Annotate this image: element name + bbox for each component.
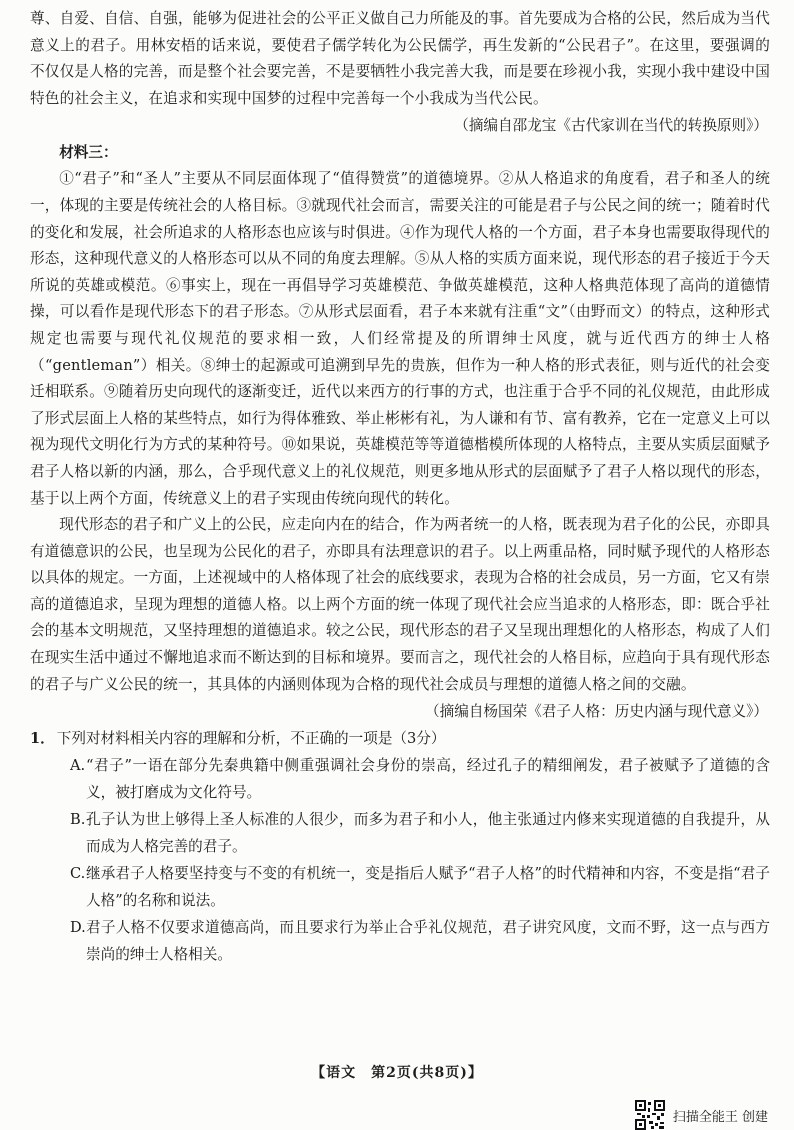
source-citation-2: （摘编自杨国荣《君子人格：历史内涵与现代意义》） <box>425 703 768 721</box>
option-a <box>30 752 770 806</box>
option-text: 孔子认为世上够得上圣人标准的人很少，而多为君子和小人，他主张通过内修来实现道德的自我提升，从而成为人格完善的君子。 <box>86 811 770 856</box>
option-d <box>30 914 770 968</box>
material-3-paragraph-1: ①“君子”和“圣人”主要从不同层面体现了“值得赞赏”的道德境界。②从人格追求的角度看，君子和圣人的统一，体现的主要是传统社会的人格目标。③就现代社会而言，需要关注的可能是君子与公民之间的统一；随着时代的变化和发展，社会所追求的人格形态也应该与时俱进。④作为现代人格的一个方面，君子本身也需要取得现代的形态，这种现代意义的人格形态可以从不同的角度去理解。⑤从人格的实质方面来说，现代形态的君子接近于今天所说的英雄或模范。⑥事实上，现在一再倡导学习英雄模范、争做英雄模范，这种人格典范体现了高尚的道德情操，可以看作是现代形态下的君子形态。⑦从形式层面看，君子本来就有注重“文”（由野而文）的特点，这种形式规定也需要与现代礼仪规范的要求相一致，人们经常提及的所谓绅士风度，就与近代西方的绅士人格（“gentleman”）相关。⑧绅士的起源或可追溯到早先的贵族，但作为一种人格的形式表征，则与近代的社会变迁相联系。⑨随着历史向现代的逐渐变迁，近代以来西方的行事的方式，也注重于合乎不同的礼仪规范，由此形成了形式层面上人格的某些特点，如行为得体雅致、举止彬彬有礼，为人谦和有节、富有教养，它在一定意义上可以视为现代文明化行为方式的某种符号。⑩如果说，英雄模范等等道德楷模所体现的人格特点，主要从实质层面赋予君子人格以新的内涵，那么，合乎现代意义上的礼仪规范，则更多地从形式的层面赋予了君子人格以现代的形态，基于以上两个方面，传统意义上的君子实现由传统向现代的转化。 <box>30 170 770 507</box>
scanner-watermark <box>635 1100 768 1130</box>
question-stem-text: 下列对材料相关内容的理解和分析，不正确的一项是（3分） <box>56 730 446 748</box>
exam-page <box>30 6 770 968</box>
option-text: 继承君子人格要坚持变与不变的有机统一，变是指后人赋予“君子人格”的时代精神和内容，不变是指“君子人格”的名称和说法。 <box>86 865 770 910</box>
option-text: “君子”一语在部分先秦典籍中侧重强调社会身份的崇高，经过孔子的精细阐发，君子被赋予了道德的含义，被打磨成为文化符号。 <box>86 757 770 802</box>
material-3-label: 材料三： <box>59 144 118 162</box>
page-footer: 【语文 第2页(共8页)】 <box>311 1065 483 1081</box>
question-number: 1． <box>30 730 55 748</box>
scanner-watermark-text: 扫描全能王 创建 <box>672 1109 768 1125</box>
question-stem <box>30 725 770 752</box>
source-citation-1: （摘编自邵龙宝《古代家训在当代的转换原则》） <box>454 117 768 135</box>
option-letter: B. <box>70 811 86 829</box>
option-c <box>30 860 770 914</box>
option-text: 君子人格不仅要求道德高尚，而且要求行为举止合乎礼仪规范，君子讲究风度，文而不野，这一点与西方崇尚的绅士人格相关。 <box>86 919 770 964</box>
option-letter: A. <box>70 757 86 775</box>
qr-code-icon <box>635 1100 665 1130</box>
option-b <box>30 806 770 860</box>
option-letter: D. <box>70 919 86 937</box>
option-letter: C. <box>70 865 86 883</box>
continued-paragraph: 尊、自爱、自信、自强，能够为促进社会的公平正义做自己力所能及的事。首先要成为合格的公民，然后成为当代意义上的君子。用林安梧的话来说，要使君子儒学转化为公民儒学，再生发新的“公民君子”。在这里，要强调的不仅仅是人格的完善，而是整个社会要完善，不是要牺牲小我完善大我，而是要在珍视小我，实现小我中建设中国特色的社会主义，在追求和实现中国梦的过程中完善每一个小我成为当代公民。 <box>30 10 770 107</box>
question-1 <box>30 725 770 968</box>
material-3-paragraph-2: 现代形态的君子和广义上的公民，应走向内在的结合，作为两者统一的人格，既表现为君子化的公民，亦即具有道德意识的公民，也呈现为公民化的君子，亦即具有法理意识的君子。以上两重品格，同时赋予现代的人格形态以具体的规定。一方面，上述视域中的人格体现了社会的底线要求，表现为合格的社会成员，另一方面，它又有崇高的道德追求，呈现为理想的道德人格。以上两个方面的统一体现了现代社会应当追求的人格形态，即：既合乎社会的基本文明规范，又坚持理想的道德追求。较之公民，现代形态的君子又呈现出理想化的人格形态，构成了人们在现实生活中通过不懈地追求而不断达到的目标和境界。要而言之，现代社会的人格目标，应趋向于具有现代形态的君子与广义公民的统一，其具体的内涵则体现为合格的现代社会成员与理想的道德人格之间的交融。 <box>30 516 770 693</box>
